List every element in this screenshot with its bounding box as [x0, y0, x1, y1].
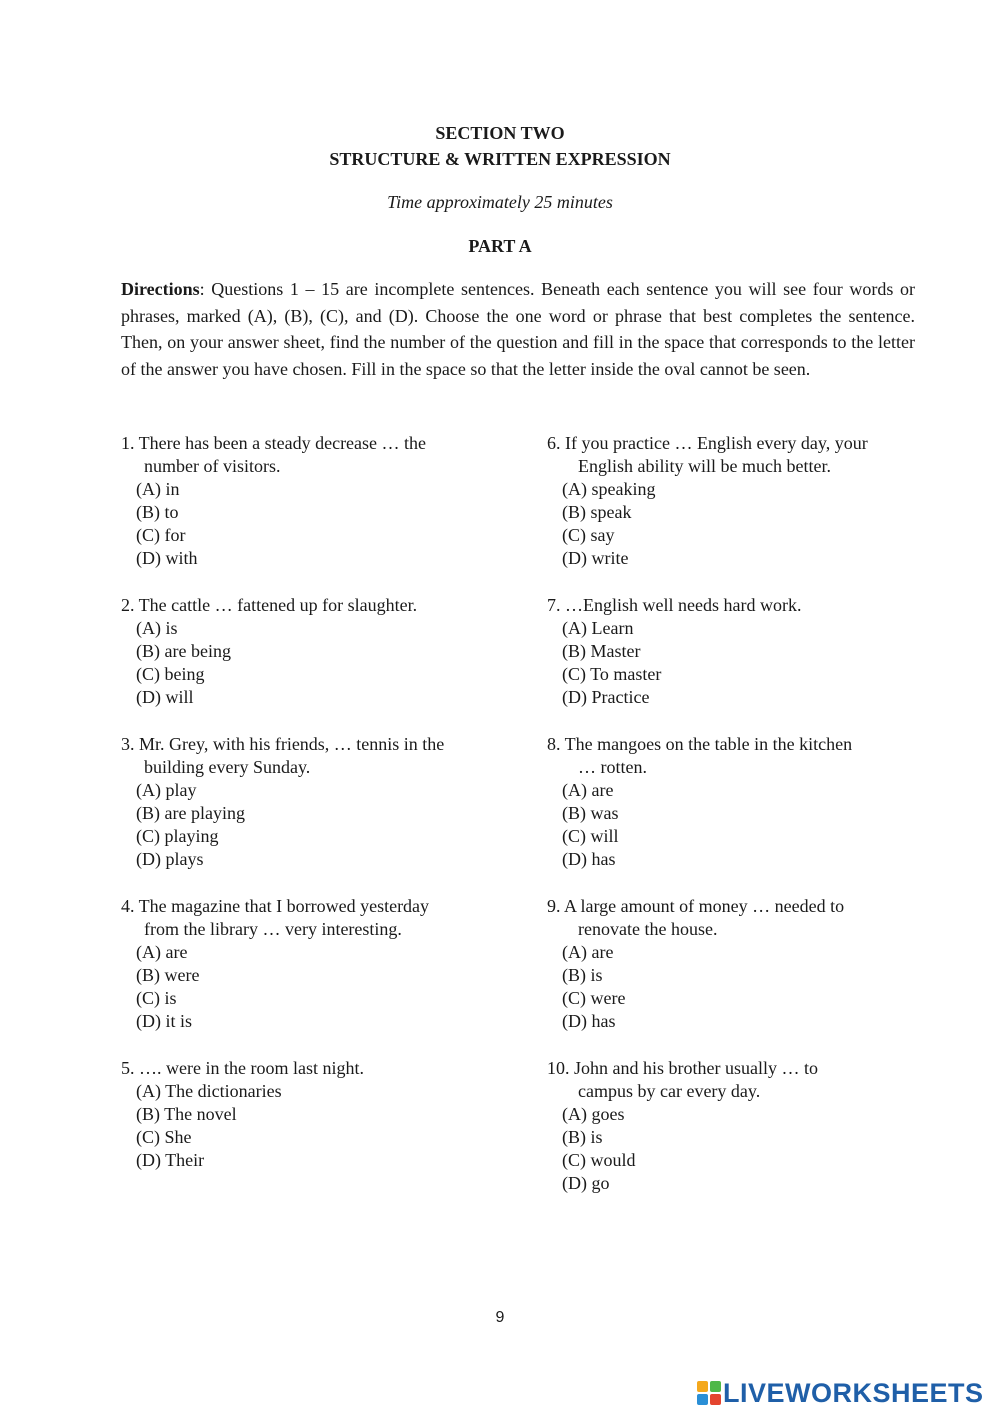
answer-option: (C) playing [136, 826, 219, 846]
answer-option: (B) are being [136, 641, 231, 661]
answer-option: (B) The novel [136, 1104, 237, 1124]
question-stem: 4. The magazine that I borrowed yesterday [121, 896, 430, 916]
section-subtitle: STRUCTURE & WRITTEN EXPRESSION [329, 149, 671, 169]
question-stem: 10. John and his brother usually … to [547, 1058, 818, 1078]
answer-option: (D) Their [136, 1150, 205, 1170]
answer-option: (A) speaking [562, 479, 656, 499]
liveworksheets-logo-icon [697, 1381, 721, 1405]
answer-option: (D) has [562, 849, 616, 869]
question-item [547, 1057, 927, 1195]
directions-label: Directions [121, 279, 200, 299]
answer-option: (C) She [136, 1127, 192, 1147]
questions-left-column [121, 432, 501, 1196]
answer-option: (A) are [562, 942, 614, 962]
answer-option: (B) Master [562, 641, 641, 661]
questions-right-column [547, 432, 927, 1219]
answer-option: (A) are [562, 780, 614, 800]
answer-option: (C) would [562, 1150, 636, 1170]
answer-option: (A) The dictionaries [136, 1081, 282, 1101]
question-stem: 1. There has been a steady decrease … the [121, 433, 427, 453]
answer-option: (C) being [136, 664, 205, 684]
answer-option: (C) To master [562, 664, 662, 684]
question-item [121, 432, 501, 570]
question-stem-continuation: number of visitors. [144, 456, 281, 476]
logo-text: LIVEWORKSHEETS [723, 1377, 984, 1408]
question-stem-continuation: building every Sunday. [144, 757, 311, 777]
answer-option: (D) plays [136, 849, 204, 869]
question-item [547, 895, 927, 1033]
answer-option: (B) to [136, 502, 179, 522]
question-stem: 7. …English well needs hard work. [547, 595, 802, 615]
liveworksheets-logo[interactable] [697, 1378, 984, 1408]
question-stem: 9. A large amount of money … needed to [547, 896, 845, 916]
answer-option: (A) goes [562, 1104, 625, 1124]
answer-option: (D) Practice [562, 687, 650, 707]
answer-option: (B) is [562, 1127, 603, 1147]
answer-option: (B) is [562, 965, 603, 985]
answer-option: (A) is [136, 618, 178, 638]
answer-option: (D) with [136, 548, 198, 568]
question-item [121, 594, 501, 709]
directions-paragraph [121, 276, 915, 382]
answer-option: (B) was [562, 803, 619, 823]
answer-option: (B) were [136, 965, 200, 985]
answer-option: (D) go [562, 1173, 610, 1193]
question-item [121, 733, 501, 871]
question-item [547, 733, 927, 871]
answer-option: (B) speak [562, 502, 632, 522]
question-stem: 6. If you practice … English every day, your [547, 433, 868, 453]
answer-option: (D) has [562, 1011, 616, 1031]
answer-option: (A) Learn [562, 618, 634, 638]
page-number: 9 [495, 1309, 505, 1326]
question-stem-continuation: … rotten. [578, 757, 647, 777]
question-item [121, 1057, 501, 1172]
answer-option: (D) write [562, 548, 629, 568]
question-stem: 8. The mangoes on the table in the kitchen [547, 734, 853, 754]
answer-option: (C) will [562, 826, 619, 846]
question-item [547, 594, 927, 709]
answer-option: (A) play [136, 780, 197, 800]
question-item [547, 432, 927, 570]
answer-option: (D) will [136, 687, 194, 707]
question-stem-continuation: campus by car every day. [578, 1081, 761, 1101]
question-stem: 2. The cattle … fattened up for slaughter. [121, 595, 418, 615]
answer-option: (C) say [562, 525, 615, 545]
directions-text: : Questions 1 – 15 are incomplete sentences. Beneath each sentence you will see four words or phrases, marked (A), (B), (C), and (D). Choose the one word or phrase that best completes the sentence. Then, on your answer sheet, find the number of the question and fill in the space that corresponds to the letter of the answer you have chosen. Fill in the space so that the letter inside the oval cannot be seen. [121, 279, 915, 379]
section-title: SECTION TWO [435, 123, 565, 143]
question-stem-continuation: English ability will be much better. [578, 456, 831, 476]
answer-option: (B) are playing [136, 803, 245, 823]
question-item [121, 895, 501, 1033]
answer-option: (D) it is [136, 1011, 192, 1031]
question-stem-continuation: from the library … very interesting. [144, 919, 402, 939]
answer-option: (A) are [136, 942, 188, 962]
part-heading: PART A [468, 236, 532, 256]
question-stem: 5. …. were in the room last night. [121, 1058, 364, 1078]
answer-option: (C) is [136, 988, 177, 1008]
question-stem-continuation: renovate the house. [578, 919, 718, 939]
time-note: Time approximately 25 minutes [387, 192, 613, 212]
answer-option: (C) for [136, 525, 186, 545]
question-stem: 3. Mr. Grey, with his friends, … tennis in the [121, 734, 445, 754]
answer-option: (A) in [136, 479, 180, 499]
answer-option: (C) were [562, 988, 626, 1008]
